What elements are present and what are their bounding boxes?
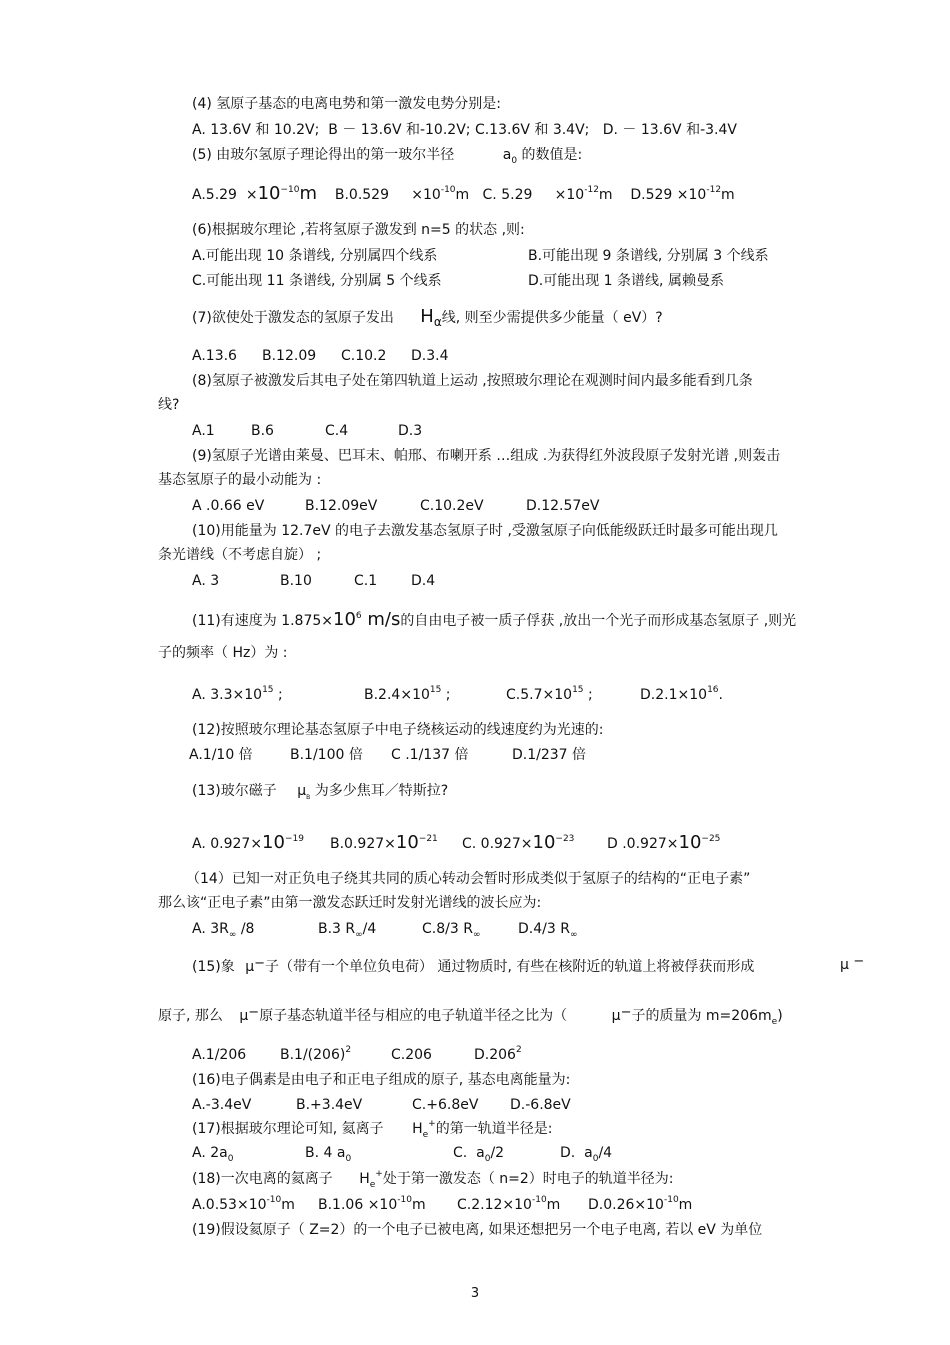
q12-option-d: D.1/237 倍 (512, 747, 587, 763)
q5-option-b: B.0.529 $\times 10^{-10}m$ (334, 185, 470, 203)
q16-option-c: C.+6.8eV (412, 1097, 479, 1113)
q15-option-c: C.206 (391, 1047, 432, 1063)
q7-option-c: C.10.2 (341, 348, 387, 364)
bohr-radius-symbol: $a_0$ (502, 147, 518, 166)
bohr-magneton-symbol: $\mu_B$ (297, 783, 311, 801)
q9-option-b: B.12.09eV (305, 498, 378, 514)
q6-stem: (6)根据玻尔理论 ,若将氢原子激发到 n=5 的状态 ,则: (192, 222, 525, 238)
q10-option-d: D.4 (411, 573, 436, 589)
helium-ion-symbol-2: $H_e^+$ (359, 1169, 383, 1190)
q18-option-d: $D.0.26\times 10^{-10}m$ (588, 1195, 693, 1213)
q9-option-a: A .0.66 eV (192, 498, 265, 514)
q13-option-c: C. $0.927\times 10^{-23}$ (462, 832, 575, 853)
q14-option-c: C.8/3 $R_\infty$ (422, 921, 481, 940)
q13-option-a: A. $0.927\times 10^{-19}$ (192, 832, 304, 853)
q18-stem-end: 处于第一激发态（ n=2）时电子的轨道半径为: (382, 1171, 674, 1187)
q12-option-c: C .1/137 倍 (391, 747, 469, 763)
q17-stem-end: 的第一轨道半径是: (435, 1121, 553, 1137)
q7-stem (192, 308, 663, 327)
q4-stem: (4) 氢原子基态的电离电势和第一激发电势分别是: (192, 96, 501, 112)
q6-option-c: C.可能出现 11 条谱线, 分别属 5 个线系 (192, 273, 442, 289)
q11-stem-text: (11)有速度为 1.875 (192, 613, 322, 629)
muon-symbol-right: μ − (840, 954, 865, 973)
q15-stem-line1: (15)象 μ−子（带有一个单位负电荷） 通过物质时, 有些在核附近的轨道上将被俘获而形成 (192, 956, 755, 975)
q5-options (192, 185, 735, 204)
q11-option-c: $C.5.7\times 10^{15}$ ; (506, 685, 593, 703)
q11-option-b: $B.2.4\times 10^{15}$ ; (364, 685, 451, 703)
helium-ion-symbol: $H_e^+$ (412, 1119, 436, 1140)
q17-stem-text: (17)根据玻尔理论可知, 氦离子 (192, 1121, 384, 1137)
q15-option-b: $B.1/(206)^2$ (280, 1045, 352, 1063)
q4-option-b: B － 13.6V 和-10.2V; (328, 122, 471, 138)
q11-option-a: A. $3.3\times 10^{15}$ ; (192, 685, 283, 703)
q5-stem-end: 的数值是: (521, 147, 583, 163)
q13-option-b: $B.0.927\times 10^{-21}$ (330, 832, 438, 853)
q14-option-a: A. $3R_\infty$ /8 (192, 921, 255, 940)
q17-stem (192, 1120, 552, 1138)
q13-stem (192, 782, 448, 800)
q15-option-d: D.206$^2$ (474, 1045, 522, 1063)
q10-option-a: A. 3 (192, 573, 220, 589)
q5-option-d: $D.529 \times 10^{-12}m$ (630, 185, 735, 203)
q15-stem-text: (15)象 (192, 959, 235, 975)
q8-option-b: B.6 (251, 423, 274, 439)
muon-mass-symbol: μ− (611, 1005, 632, 1024)
q17-option-c: C. $a_0/2$ (453, 1145, 505, 1164)
q9-option-d: D.12.57eV (526, 498, 600, 514)
q5-stem (192, 146, 582, 164)
q4-option-d: D. － 13.6V 和-3.4V (602, 122, 737, 138)
q10-stem-line2: 条光谱线（不考虑自旋） ; (158, 547, 322, 563)
q14-option-d: D.4/3 $R_\infty$ (518, 921, 578, 940)
q7-stem-text: (7)欲使处于激发态的氢原子发出 (192, 310, 394, 326)
page-number: 3 (470, 1286, 480, 1301)
q18-option-b: $B.1.06 \times 10^{-10}m$ (318, 1195, 426, 1213)
muon-symbol: μ− (245, 956, 266, 975)
q13-stem-text: (13)玻尔磁子 (192, 783, 277, 799)
muon-atom-symbol: μ− (239, 1005, 260, 1024)
q10-stem-line1: (10)用能量为 12.7eV 的电子去激发基态氢原子时 ,受激氢原子向低能级跃迁时最多可能出现几 (192, 523, 778, 539)
q7-option-d: D.3.4 (411, 348, 449, 364)
h-alpha-symbol: $H_\alpha$ (420, 306, 442, 329)
q18-stem-text: (18)一次电离的氦离子 (192, 1171, 333, 1187)
q11-stem-end: 的自由电子被一质子俘获 ,放出一个光子而形成基态氢原子 ,则光 (400, 613, 797, 629)
q9-stem-line2: 基态氢原子的最小动能为 : (158, 472, 322, 488)
q4-option-c: C.13.6V 和 3.4V; (474, 122, 590, 138)
q8-option-d: D.3 (398, 423, 423, 439)
q5-stem-text: (5) 由玻尔氢原子理论得出的第一玻尔半径 (192, 147, 455, 163)
q6-option-d: D.可能出现 1 条谱线, 属赖曼系 (528, 273, 724, 289)
q8-stem-line1: (8)氢原子被激发后其电子处在第四轨道上运动 ,按照玻尔理论在观测时间内最多能看到几条 (192, 373, 753, 389)
q5-option-c: C. 5.29 $\times 10^{-12}m$ (482, 185, 613, 203)
q18-option-a: $A.0.53\times 10^{-10}m$ (192, 1195, 295, 1213)
q11-stem-line1: (11)有速度为 $1.875\times 10^6$ m/s的自由电子被一质子俘获 ,放出一个光子而形成基态氢原子 ,则光 (192, 609, 797, 630)
q4-option-a: A. 13.6V 和 10.2V; (192, 122, 320, 138)
q14-option-b: B.3 $R_\infty/4$ (318, 921, 377, 940)
q15-stem-line2: 原子, 那么 μ−原子基态轨道半径与相应的电子轨道半径之比为（ μ−子的质量为 $m=206m_e$) (158, 1005, 783, 1027)
q8-option-c: C.4 (325, 423, 349, 439)
q7-stem-end: 线, 则至少需提供多少能量（ eV）? (441, 310, 663, 326)
q14-stem-line2: 那么该“正电子素”由第一激发态跃迁时发射光谱线的波长应为: (158, 895, 542, 911)
q17-option-b: B. 4 $a_0$ (305, 1145, 352, 1164)
q12-option-a: A.1/10 倍 (189, 747, 253, 763)
q15-option-a: A.1/206 (192, 1047, 247, 1063)
q17-option-a: A. $2a_0$ (192, 1145, 234, 1164)
q10-option-b: B.10 (280, 573, 312, 589)
q14-stem-line1: （14）已知一对正负电子绕其共同的质心转动会暂时形成类似于氢原子的结构的“正电子素” (186, 871, 751, 887)
q16-stem: (16)电子偶素是由电子和正电子组成的原子, 基态电离能量为: (192, 1072, 571, 1088)
q16-option-b: B.+3.4eV (296, 1097, 363, 1113)
q6-option-b: B.可能出现 9 条谱线, 分别属 3 个线系 (528, 248, 769, 264)
q5-option-a: $A.5.29 \times 10^{-10}m$ (192, 183, 318, 204)
q10-option-c: C.1 (354, 573, 378, 589)
q13-stem-end: 为多少焦耳／特斯拉? (314, 783, 449, 799)
q6-option-a: A.可能出现 10 条谱线, 分别属四个线系 (192, 248, 438, 264)
q7-option-a: A.13.6 (192, 348, 237, 364)
q11-option-d: $D.2.1\times 10^{16}$. (640, 685, 723, 703)
q13-option-d: D $.0.927\times 10^{-25}$ (607, 832, 721, 853)
q19-stem: (19)假设氦原子（ Z=2）的一个电子已被电离, 如果还想把另一个电子电离, 若以 eV 为单位 (192, 1222, 763, 1238)
q12-stem: (12)按照玻尔理论基态氢原子中电子绕核运动的线速度约为光速的: (192, 722, 604, 738)
q16-option-d: D.-6.8eV (510, 1097, 571, 1113)
q18-option-c: $C.2.12\times 10^{-10}m$ (457, 1195, 561, 1213)
q18-stem (192, 1170, 674, 1188)
q12-option-b: B.1/100 倍 (290, 747, 363, 763)
q17-option-d: D. $a_0/4$ (560, 1145, 613, 1164)
q11-stem-line2: 子的频率（ Hz）为 : (158, 645, 288, 661)
q8-option-a: A.1 (192, 423, 215, 439)
q16-option-a: A.-3.4eV (192, 1097, 252, 1113)
q9-stem-line1: (9)氢原子光谱由莱曼、巴耳末、帕邢、布喇开系 …组成 .为获得红外波段原子发射光谱 ,则轰击 (192, 448, 781, 464)
q7-option-b: B.12.09 (262, 348, 317, 364)
q9-option-c: C.10.2eV (420, 498, 484, 514)
q4-options (192, 121, 737, 139)
q8-stem-line2: 线? (158, 397, 180, 413)
